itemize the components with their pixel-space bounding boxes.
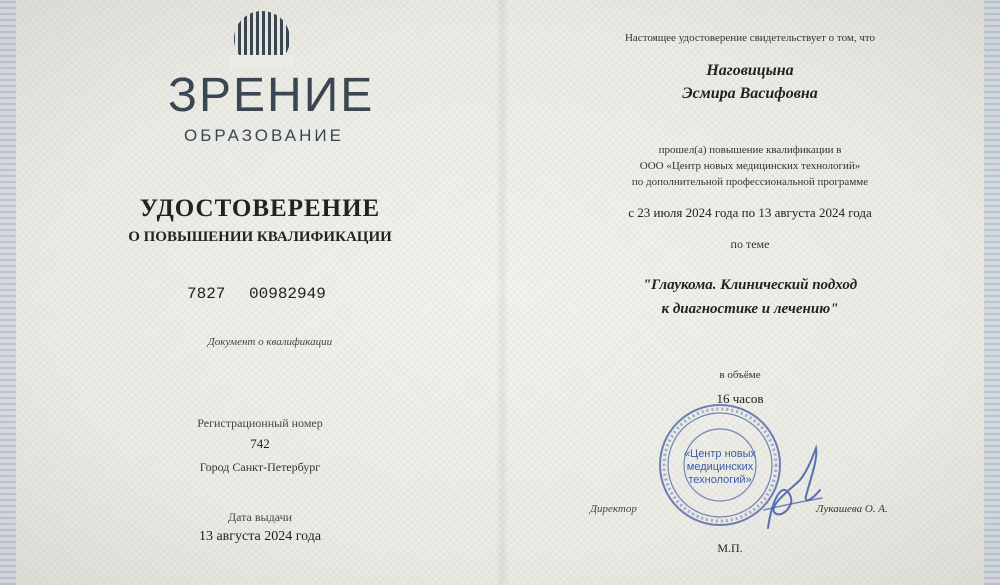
volume-hours: 16 часов — [716, 391, 764, 406]
left-guilloche-border — [0, 0, 16, 585]
certificate-number: 00982949 — [249, 285, 326, 303]
document-kind: Документ о квалификации — [207, 336, 333, 348]
right-guilloche-border — [984, 0, 1000, 585]
training-period: с 23 июля 2024 года по 13 августа 2024 года — [628, 205, 872, 220]
stamp-line3: технологий» — [688, 474, 752, 486]
topic-line1: "Глаукома. Клинический подход — [642, 277, 858, 293]
completion-text-line1: прошел(а) повышение квалификации в — [658, 144, 842, 156]
registration-label: Регистрационный номер — [197, 416, 323, 430]
stamp-line2: медицинских — [686, 461, 754, 473]
brand-name: ЗРЕНИЕ — [168, 69, 375, 122]
certificate-serial-number — [187, 285, 326, 303]
certifies-text: Настоящее удостоверение свидетельствует о том, что — [624, 32, 876, 44]
stamp-line1: «Центр новых — [683, 448, 757, 460]
program-text: по дополнительной профессиональной программе — [631, 176, 869, 188]
director-label: Директор — [590, 503, 637, 515]
topic-line2: к диагностике и лечению" — [661, 301, 839, 317]
brand-subtitle: ОБРАЗОВАНИЕ — [184, 126, 344, 145]
city: Город Санкт-Петербург — [199, 460, 321, 474]
stamp-place-mark: М.П. — [717, 541, 743, 555]
issue-date: 13 августа 2024 года — [198, 529, 322, 544]
recipient-name: Эсмира Васифовна — [682, 85, 818, 102]
striped-globe-icon — [222, 3, 302, 67]
recipient-surname: Наговицына — [706, 62, 794, 79]
director-signature — [760, 440, 830, 535]
registration-number: 742 — [250, 436, 270, 451]
certificate-title: УДОСТОВЕРЕНИЕ — [139, 195, 381, 222]
certificate-series: 7827 — [187, 285, 226, 303]
certificate-subtitle: О ПОВЫШЕНИИ КВАЛИФИКАЦИИ — [128, 229, 392, 245]
director-name: Лукашева О. А. — [816, 503, 888, 515]
organization-name: ООО «Центр новых медицинских технологий» — [639, 160, 861, 172]
topic-label: по теме — [730, 237, 770, 251]
volume-label: в объёме — [719, 369, 761, 381]
issue-date-label: Дата выдачи — [227, 510, 293, 524]
center-fold — [495, 0, 509, 585]
